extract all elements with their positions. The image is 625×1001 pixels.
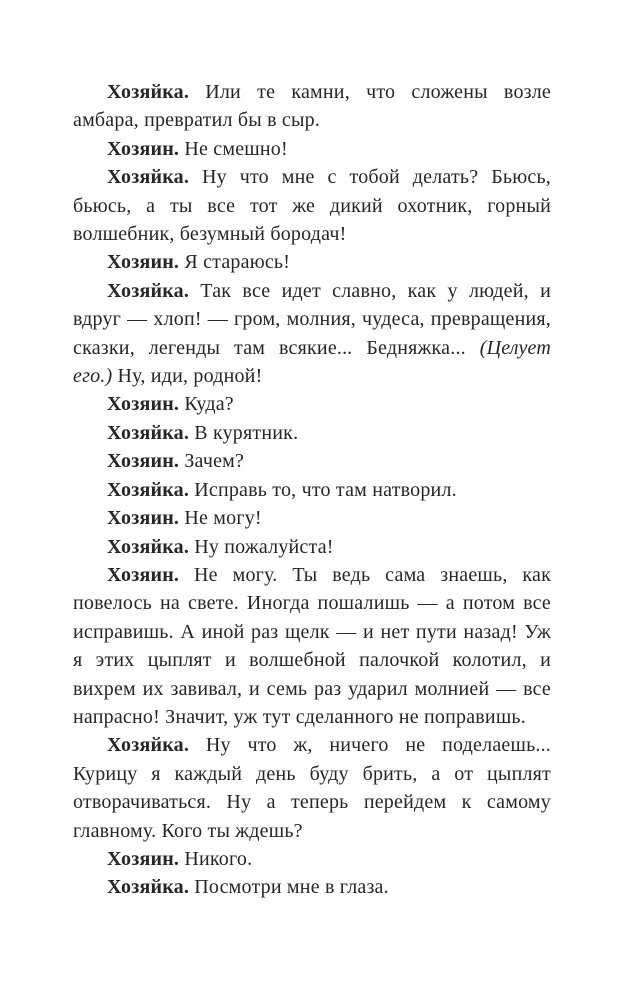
dialogue-text: Зачем?	[179, 450, 245, 473]
dialogue-text: В курятник.	[189, 421, 299, 444]
dialogue-text: Не могу. Ты ведь сама знаешь, как повелось на свете. Иногда пошалишь — а потом все исправишь. А иной раз щелк — и нет пути назад! Уж я этих цыплят и волшебной палочкой колотил, и вихрем их завивал, и семь раз ударил молнией — все напрасно! Значит, уж тут сделанного не поправишь.	[73, 563, 551, 728]
dialogue-paragraph	[73, 277, 551, 391]
dialogue-paragraph	[73, 845, 551, 873]
speaker-name: Хозяин.	[107, 137, 180, 160]
stage-direction: (Целует его.)	[73, 336, 551, 388]
dialogue-paragraph	[73, 78, 551, 135]
dialogue-paragraph	[73, 419, 551, 447]
dialogue-paragraph	[73, 447, 551, 475]
speaker-name: Хозяин.	[107, 507, 180, 530]
speaker-name: Хозяин.	[107, 563, 180, 586]
dialogue-paragraph	[73, 504, 551, 532]
speaker-name: Хозяин.	[107, 847, 180, 870]
dialogue-paragraph	[73, 873, 551, 901]
dialogue-paragraph	[73, 731, 551, 845]
dialogue-paragraph	[73, 135, 551, 163]
dialogue-paragraph	[73, 561, 551, 731]
speaker-name: Хозяйка.	[107, 535, 190, 558]
page-text	[73, 78, 551, 902]
dialogue-text: Ну что ж, ничего не поделаешь... Курицу я каждый день буду брить, а от цыплят отворачиваться. Ну а теперь перейдем к самому главному. Кого ты ждешь?	[73, 734, 551, 842]
dialogue-text: Ну что мне с тобой делать? Бьюсь, бьюсь, а ты все тот же дикий охотник, горный волшебник, безумный бородач!	[73, 166, 551, 246]
speaker-name: Хозяйка.	[107, 876, 190, 899]
dialogue-text: Куда?	[179, 393, 234, 416]
dialogue-text: Не смешно!	[179, 137, 288, 160]
dialogue-paragraph	[73, 248, 551, 276]
speaker-name: Хозяин.	[107, 251, 180, 274]
dialogue-paragraph	[73, 390, 551, 418]
dialogue-paragraph	[73, 533, 551, 561]
dialogue-text: Никого.	[179, 847, 253, 870]
dialogue-text: Исправь то, что там натворил.	[189, 478, 457, 501]
dialogue-text: Посмотри мне в глаза.	[189, 876, 389, 899]
speaker-name: Хозяйка.	[107, 81, 190, 103]
dialogue-text: Я стараюсь!	[179, 251, 291, 274]
dialogue-text: Ну пожалуйста!	[189, 535, 334, 558]
dialogue-text: Не могу!	[179, 507, 262, 530]
speaker-name: Хозяйка.	[107, 734, 190, 757]
dialogue-paragraph	[73, 163, 551, 248]
dialogue-paragraph	[73, 476, 551, 504]
speaker-name: Хозяйка.	[107, 279, 190, 302]
dialogue-text: Ну, иди, родной!	[112, 365, 263, 388]
speaker-name: Хозяйка.	[107, 421, 190, 444]
speaker-name: Хозяин.	[107, 450, 180, 473]
speaker-name: Хозяин.	[107, 393, 180, 416]
dialogue-text: Так все идет славно, как у людей, и вдруг — хлоп! — гром, молния, чудеса, превращения, сказки, легенды там всякие... Бедняжка...	[73, 279, 551, 359]
speaker-name: Хозяйка.	[107, 166, 190, 189]
speaker-name: Хозяйка.	[107, 478, 190, 501]
dialogue-text: Или те камни, что сложены возле амбара, превратил бы в сыр.	[73, 81, 551, 132]
